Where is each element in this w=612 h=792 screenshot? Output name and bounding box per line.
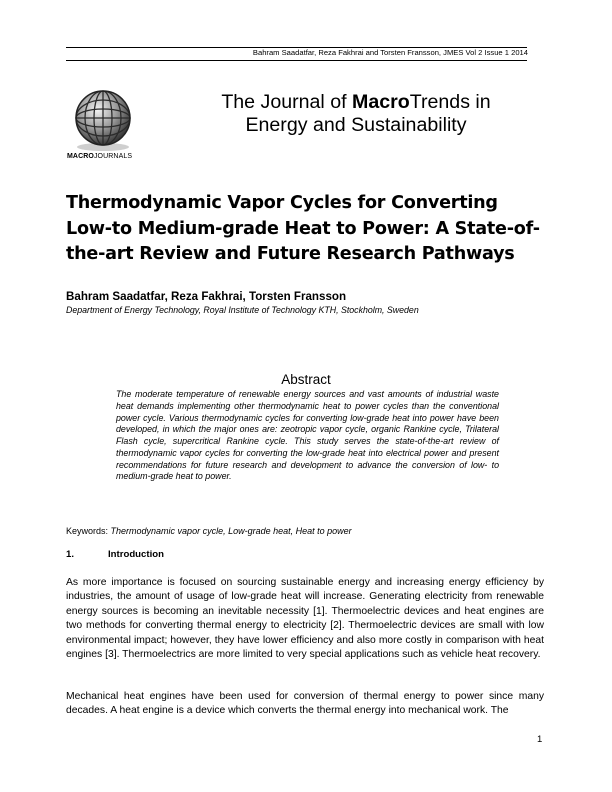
paper-title: Thermodynamic Vapor Cycles for Converting Low-to Medium-grade Heat to Power: A State-of-the-art Review and Future Research Pathways bbox=[66, 193, 540, 264]
affiliation: Department of Energy Technology, Royal Institute of Technology KTH, Stockholm, Sweden bbox=[66, 305, 419, 315]
body-paragraph-1: As more importance is focused on sourcing sustainable energy and increasing energy efficiency by industries, the amount of usage of low-grade heat will increase. Generating electricity from renewable energy sources is becoming an inevitable necessity [1]. Thermoelectric devices and heat engines are two methods for converting thermal energy to electricity [2]. Thermoelectric devices are small with low environmental impact; however, they have lower efficiency and also more costly in comparison with heat engines [3]. Thermoelectrics are more limited to very special applications such as vehicle heat recovery. bbox=[66, 577, 544, 661]
abstract-heading: Abstract bbox=[281, 372, 331, 387]
header-rule-bottom bbox=[66, 60, 527, 61]
abstract-text: The moderate temperature of renewable energy sources and vast amounts of industrial waste heat demands implementing other thermodynamic heat to power cycles than the conventional power cycle. Various thermodynamic cycles for converting low-grade heat into power have been developed, in which the major ones are: zeotropic vapor cycle, organic Rankine cycle, Trilateral Flash cycle, supercritical Rankine cycle. This study serves the state-of-the-art review of thermodynamic vapor cycles for converting the low-grade heat into electrical power and present recommendations for future research and development to advance the conversion of low- to medium-grade heat to power. bbox=[116, 389, 499, 482]
keywords: Keywords: Thermodynamic vapor cycle, Low-grade heat, Heat to power bbox=[66, 526, 352, 536]
body-paragraph-2: Mechanical heat engines have been used for conversion of thermal energy to power since many decades. A heat engine is a device which converts the thermal energy into mechanical work. The bbox=[66, 691, 544, 717]
authors: Bahram Saadatfar, Reza Fakhrai, Torsten Fransson bbox=[66, 290, 347, 303]
journal-title: The Journal of MacroTrends in Energy and Sustainability bbox=[221, 91, 491, 136]
page-number: 1 bbox=[537, 734, 543, 745]
running-head: Bahram Saadatfar, Reza Fakhrai and Torsten Fransson, JMES Vol 2 Issue 1 2014 bbox=[252, 48, 528, 57]
section-heading: 1. Introduction bbox=[66, 549, 164, 560]
logo-caption: MACROJOURNALS bbox=[67, 153, 133, 160]
globe-logo-icon bbox=[68, 87, 138, 153]
